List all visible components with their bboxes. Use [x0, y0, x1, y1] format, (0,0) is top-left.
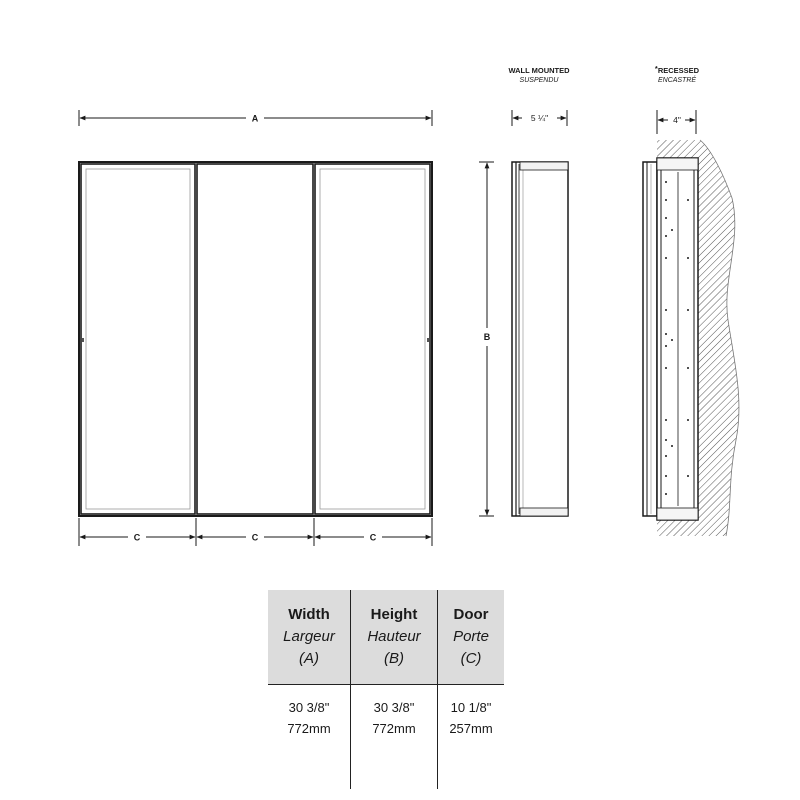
dimension-c-label: C	[369, 532, 377, 543]
cell-height: 30 3/8" 772mm	[351, 685, 438, 790]
door-left	[81, 164, 195, 514]
recessed-depth: 4"	[673, 115, 681, 125]
table-row	[268, 685, 504, 790]
wall-mounted-view	[479, 66, 570, 516]
table-header-row	[268, 590, 504, 685]
dimension-a-label: A	[251, 113, 259, 124]
cell-door: 10 1/8" 257mm	[449, 700, 493, 736]
cell-width: 30 3/8" 772mm	[287, 700, 331, 736]
wall-mounted-depth: 5 ¼"	[530, 113, 549, 123]
dimension-c-label: C	[133, 532, 141, 543]
header-door: Door Porte (C)	[438, 590, 505, 685]
door-right	[315, 164, 430, 514]
specifications-table	[268, 590, 504, 789]
recessed-view	[643, 64, 739, 536]
front-view	[79, 110, 432, 546]
header-width: Width Largeur (A)	[268, 590, 351, 685]
dimension-c-label: C	[251, 532, 259, 543]
header-height: Height Hauteur (B)	[351, 590, 438, 685]
wall-mounted-title: WALL MOUNTED	[508, 66, 570, 75]
recessed-subtitle: ENCASTRÉ	[657, 77, 697, 84]
wall-mounted-subtitle: SUSPENDU	[519, 77, 559, 84]
cabinet-frame	[79, 162, 432, 516]
door-middle	[197, 164, 313, 514]
recessed-title: *RECESSED	[654, 64, 700, 75]
dimension-b-label: B	[483, 332, 491, 342]
